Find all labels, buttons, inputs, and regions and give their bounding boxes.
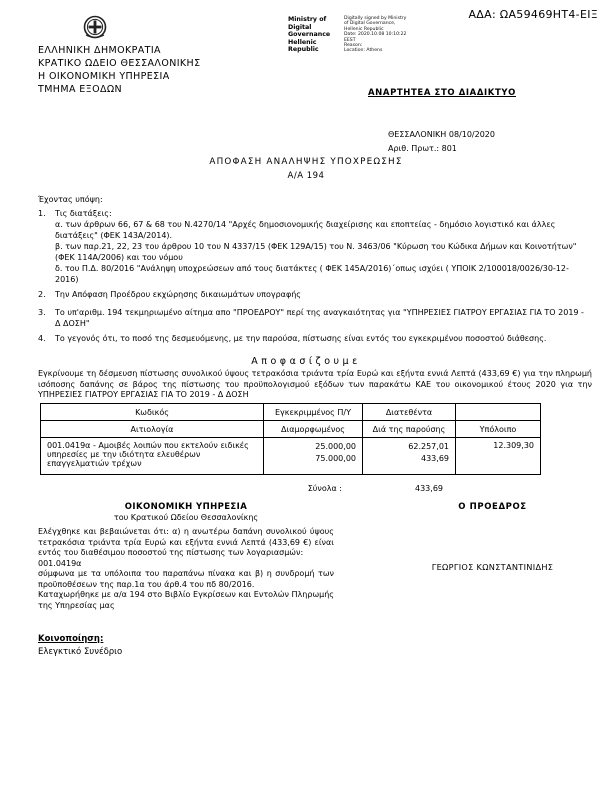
cell-code-description: 001.0419α - Αμοιβές λοιπών που εκτελούν ειδικές υπηρεσίες με την ιδιότητα ελευθέρων επαγγελματιών τρέχων bbox=[41, 438, 264, 475]
org-line: ΚΡΑΤΙΚΟ ΩΔΕΙΟ ΘΕΣΣΑΛΟΝΙΚΗΣ bbox=[38, 58, 201, 69]
ada-code: ΑΔΑ: ΩΑ59469ΗΤ4-ΕΙΞ bbox=[468, 8, 598, 21]
item-text: Το γεγονός ότι, το ποσό της δεσμευόμενης, με την παρούσα, πίστωσης είναι εντός του εγκεκριμένου ποσοστού διάθεσης. bbox=[55, 334, 547, 343]
stamp-line: Ministry of Digital bbox=[288, 16, 327, 31]
org-line: ΕΛΛΗΝΙΚΗ ΔΗΜΟΚΡΑΤΙΑ bbox=[38, 45, 161, 56]
protocol-number: Αριθ. Πρωτ.: 801 bbox=[388, 144, 457, 153]
signature-detail-line: Reason: bbox=[344, 43, 363, 49]
document-title: ΑΠΟΦΑΣΗ ΑΝΑΛΗΨΗΣ ΥΠΟΧΡΕΩΣΗΣ bbox=[209, 157, 403, 167]
item-text: Την Απόφαση Προέδρου εκχώρησης δικαιωμάτων υπογραφής bbox=[55, 290, 301, 299]
totals-value: 433,69 bbox=[415, 484, 443, 493]
amount-line: 25.000,00 bbox=[315, 442, 356, 451]
amount-line: 75.000,00 bbox=[315, 454, 356, 463]
col-header-balance: Υπόλοιπο bbox=[456, 421, 541, 438]
issuing-authority-block bbox=[38, 44, 201, 96]
preamble-item-4 bbox=[38, 333, 590, 344]
preamble-item-1 bbox=[38, 208, 590, 219]
col-header-approved-budget: Εγκεκριμμένος Π/Υ bbox=[264, 404, 363, 421]
verification-account-code: 001.0419α bbox=[38, 558, 82, 568]
item-marker: 1. bbox=[38, 209, 46, 218]
signature-detail-line: of Digital Governance, bbox=[344, 21, 396, 27]
item-text: Τις διατάξεις: bbox=[55, 209, 112, 218]
hellenic-republic-emblem-logo bbox=[83, 14, 107, 44]
col-header-justification: Αιτιολογία bbox=[41, 421, 264, 438]
table-header-row-2 bbox=[41, 421, 541, 438]
signatory-name: ΓΕΩΡΓΙΟΣ ΚΩΝΣΤΑΝΤΙΝΙΔΗΣ bbox=[431, 562, 554, 572]
org-line: Η ΟΙΚΟΝΟΜΙΚΗ ΥΠΗΡΕΣΙΑ bbox=[38, 71, 170, 82]
digital-signature-stamp bbox=[288, 16, 342, 54]
signature-detail-line: Digitally signed by Ministry bbox=[344, 16, 407, 21]
col-header-allocated: Διατεθέντα bbox=[363, 404, 456, 421]
signature-block bbox=[400, 502, 585, 572]
item-marker: 3. bbox=[38, 308, 46, 317]
cell-balance: 12.309,30 bbox=[456, 438, 541, 475]
preamble-section bbox=[38, 194, 590, 344]
verification-paragraph-1: Ελέγχθηκε και βεβαιώνεται ότι: α) η ανωτέρω δαπάνη συνολικού ύψους τετρακόσια τριάντα τρία Ευρώ και εξήντα εννιά Λεπτά (433,69 €) είναι εντός του διαθέσιμου ποσοστού της πίστωσης των λογαριασμών: bbox=[38, 527, 334, 557]
verification-paragraph-3: Καταχωρήθηκε με α/α 194 στο Βιβλίο Εγκρίσεων και Εντολών Πληρωμής της Υπηρεσίας μας bbox=[38, 590, 334, 610]
place-and-date: ΘΕΣΣΑΛΟΝΙΚΗ 08/10/2020 bbox=[388, 130, 495, 139]
document-serial-number: Α/Α 194 bbox=[287, 171, 325, 181]
verification-paragraph-2: σύμφωνα με τα υπόλοιπα του παραπάνω πίνακα και β) η συνδρομή των προϋποθέσεων της παρ.1α του άρθ.4 του πδ 80/2016. bbox=[38, 569, 334, 589]
col-header-by-present: Διά της παρούσης bbox=[363, 421, 456, 438]
col-header-adjusted: Διαμορφωμένος bbox=[264, 421, 363, 438]
digital-signature-details bbox=[344, 16, 414, 54]
amount-line: 433,69 bbox=[421, 454, 449, 463]
amount-line: 62.257,01 bbox=[408, 442, 449, 451]
totals-label: Σύνολα : bbox=[307, 484, 342, 493]
item-marker: 2. bbox=[38, 290, 46, 299]
signature-detail-line: Date: 2020.10.08 10:10:22 bbox=[344, 32, 407, 38]
verification-dept-subtitle: του Κρατικού Ωδείου Θεσσαλονίκης bbox=[113, 512, 259, 522]
cell-approved-budget bbox=[264, 438, 363, 475]
stamp-line: Hellenic Republic bbox=[288, 38, 319, 53]
notification-recipient: Ελεγκτικό Συνέδριο bbox=[38, 647, 123, 657]
preamble-subitem-d: δ. του Π.Δ. 80/2016 "Ανάληψη υποχρεώσεων από τους διατάκτες ( ΦΕΚ 145Α/2016)΄οπως ισχύει ( ΥΠΟΙΚ 2/100018/0026/30-12-2016) bbox=[55, 264, 569, 284]
notification-section bbox=[38, 633, 122, 659]
stamp-line: Governance bbox=[288, 31, 331, 38]
decision-paragraph: Εγκρίνουμε τη δέσμευση πίστωσης συνολικού ύψους τετρακόσια τριάντα τρία Ευρώ και εξήντα εννιά Λεπτά (433,69 €) για την πληρωμή ισόποσης δαπάνης σε βάρος της πίστωσης του προϋπολογισμού εξόδων των παρακάτω ΚΑΕ του οικονομικού έτους 2020 για την ΥΠΗΡΕΣΙΕΣ ΓΙΑΤΡΟΥ ΕΡΓΑΣΙΑΣ ΓΙΑ ΤΟ 2019 - Δ ΔΟΣΗ bbox=[38, 369, 592, 399]
preamble-item-3 bbox=[38, 307, 590, 329]
financial-service-verification bbox=[38, 502, 334, 611]
cell-allocated bbox=[363, 438, 456, 475]
preamble-subitem-b: β. των παρ.21, 22, 23 του άρθρου 10 του Ν 4337/15 (ΦΕΚ 129Α/15) του Ν. 3463/06 "Κύρωση του Κώδικα Δήμων και Κοινοτήτων" (ΦΕΚ 114Α/2006) και του νόμου bbox=[55, 242, 577, 262]
decision-heading: Αποφασίζουμε bbox=[251, 356, 361, 367]
item-marker: 4. bbox=[38, 334, 46, 343]
preamble-item-2 bbox=[38, 289, 590, 300]
col-header-empty bbox=[456, 404, 541, 421]
web-posting-note: ΑΝΑΡΤΗΤΕΑ ΣΤΟ ΔΙΑΔΙΚΤΥΟ bbox=[368, 88, 516, 98]
preamble-intro: Έχοντας υπόψη: bbox=[38, 195, 103, 204]
table-row bbox=[41, 438, 541, 475]
commitment-table bbox=[40, 403, 541, 475]
table-header-row-1 bbox=[41, 404, 541, 421]
verification-dept-title: ΟΙΚΟΝΟΜΙΚΗ ΥΠΗΡΕΣΙΑ bbox=[124, 502, 248, 512]
org-line: ΤΜΗΜΑ ΕΞΟΔΩΝ bbox=[38, 84, 123, 95]
signature-detail-line: Location: Athens bbox=[344, 48, 383, 54]
col-header-code: Κωδικός bbox=[41, 404, 264, 421]
preamble-subitem-a: α. των άρθρων 66, 67 & 68 του Ν.4270/14 "Αρχές δημοσιονομικής διαχείρισης και εποπτείας - δημόσιο λογιστικό και άλλες διατάξεις" (ΦΕΚ 143Α/2014). bbox=[55, 220, 556, 240]
item-text: Το υπ'αριθμ. 194 τεκμηριωμένο αίτημα απο "ΠΡΟΕΔΡΟΥ" περί της αναγκαιότητας για "ΥΠΗΡΕΣΙΕΣ ΓΙΑΤΡΟΥ ΕΡΓΑΣΙΑΣ ΓΙΑ ΤΟ 2019 - Δ ΔΟΣΗ" bbox=[55, 308, 584, 328]
signature-detail-line: EEST bbox=[344, 37, 356, 43]
notification-label: Κοινοποίηση: bbox=[38, 634, 104, 644]
signature-detail-line: Hellenic Republic bbox=[344, 26, 384, 32]
signatory-role: Ο ΠΡΟΕΔΡΟΣ bbox=[458, 502, 527, 512]
